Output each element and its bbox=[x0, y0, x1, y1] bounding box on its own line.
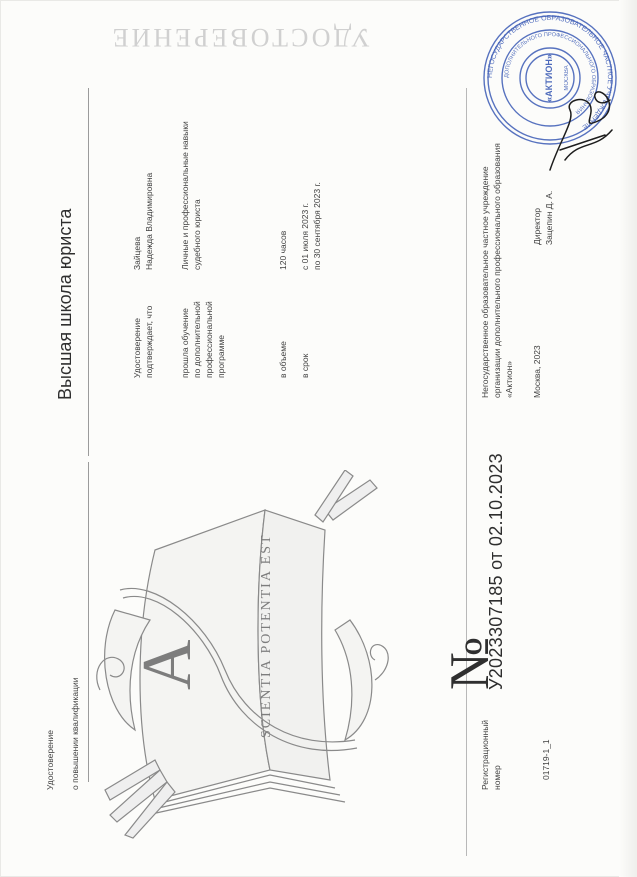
program-label-line4: программе bbox=[216, 334, 226, 378]
certifies-label-line2: подтверждает, что bbox=[144, 305, 154, 378]
program-label-line2: по дополнительной bbox=[192, 301, 202, 378]
registration-label-line2: номер bbox=[492, 765, 502, 790]
director-signature-icon bbox=[540, 80, 620, 180]
given-names: Надежда Владимировна bbox=[144, 172, 154, 270]
program-label-line3: профессиональной bbox=[204, 301, 214, 378]
registration-label-line1: Регистрационный bbox=[480, 719, 490, 790]
director-title: Директор bbox=[532, 207, 542, 245]
book-emblem-icon bbox=[95, 470, 395, 840]
institution-line1: Негосударственное образовательное частное учреждение bbox=[480, 166, 490, 398]
paper-edge bbox=[619, 0, 637, 877]
watermark-title: УДОСТОВЕРЕНИЕ bbox=[109, 23, 370, 52]
school-title: Высшая школа юриста bbox=[55, 208, 75, 400]
period-line2: по 30 сентября 2023 г. bbox=[312, 182, 322, 270]
registration-number: У2023307185 от 02.10.2023 bbox=[486, 453, 506, 690]
volume-value: 120 часов bbox=[278, 230, 288, 270]
institution-line3: «Актион» bbox=[504, 360, 514, 398]
stamp-inner-text: ДОПОЛНИТЕЛЬНОГО ПРОФЕССИОНАЛЬНОГО ОБРАЗОВАНИЯ bbox=[503, 31, 597, 115]
stamp-outer-text: НЕГОСУДАРСТВЕННОЕ ОБРАЗОВАТЕЛЬНОЕ ЧАСТНОЕ УЧРЕЖДЕНИЕ bbox=[486, 14, 614, 131]
city-year: Москва, 2023 bbox=[532, 345, 542, 398]
program-label-line1: прошла обучение bbox=[180, 308, 190, 378]
program-name-line2: судебного юриста bbox=[192, 199, 202, 270]
surname: Зайцева bbox=[132, 236, 142, 270]
institution-line2: организации дополнительного профессионального образования bbox=[492, 143, 502, 398]
form-code: 01719-1_1 bbox=[541, 739, 551, 780]
period-line1: с 01 июля 2023 г. bbox=[300, 203, 310, 270]
bottom-rule bbox=[88, 462, 89, 782]
top-rule bbox=[88, 88, 89, 456]
certifies-label-line1: Удостоверение bbox=[132, 318, 142, 378]
doc-type-line1: Удостоверение bbox=[45, 730, 55, 790]
volume-label: в объеме bbox=[278, 341, 288, 378]
number-sign: № bbox=[439, 636, 501, 690]
director-name: Зацепин Д. А. bbox=[544, 190, 554, 245]
doc-type-line2: о повышении квалификации bbox=[70, 677, 80, 790]
period-label: в срок bbox=[300, 353, 310, 378]
center-rule bbox=[466, 88, 467, 856]
stamp-city: МОСКВА bbox=[564, 65, 570, 91]
emblem-letter: A bbox=[129, 639, 206, 690]
program-name-line1: Личные и профессиональные навыки bbox=[180, 121, 190, 270]
stamp-center-text: «АКТИОН» bbox=[544, 54, 554, 102]
emblem-motto: SCIENTIA POTENTIA EST bbox=[259, 533, 274, 738]
